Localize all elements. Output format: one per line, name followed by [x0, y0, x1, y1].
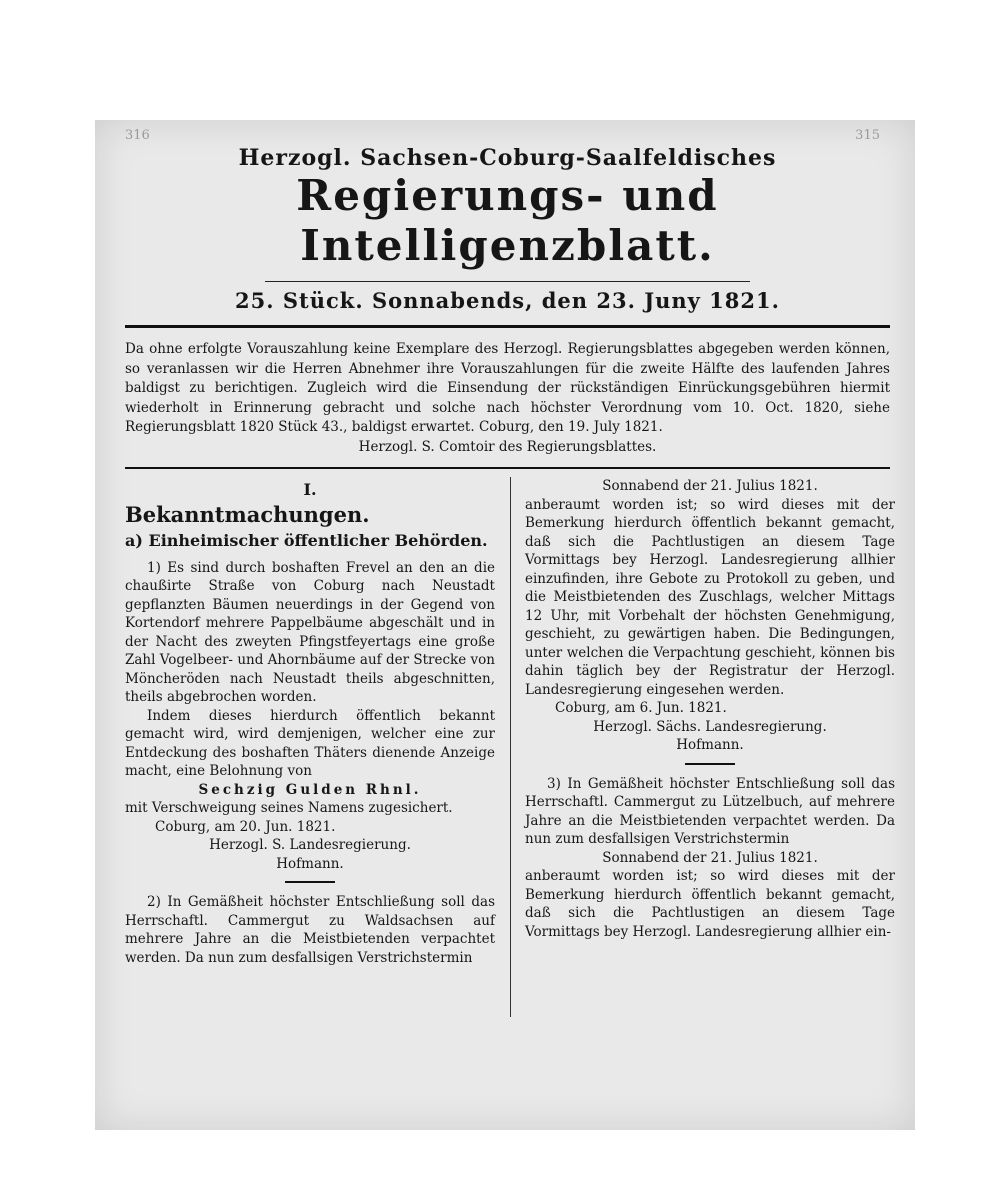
item1-paragraph-2: Indem dieses hierdurch öffentlich bekannt gemacht wird, wird demjenigen, welcher eine zur Entdeckung des boshaften Thäters dienende Anzeige macht, eine Belohnung von: [125, 707, 495, 779]
item-separator: [285, 881, 335, 883]
item1-date: Coburg, am 20. Jun. 1821.: [155, 818, 336, 835]
item3-paragraph: 3) In Gemäßheit höchster Entschließung soll das Herrschaftl. Cammergut zu Lützelbuch, auf mehrere Jahre an die Meistbietenden verpachtet werden. Da nun zum desfallsigen Verstrichstermin: [525, 775, 895, 847]
notice-text: Da ohne erfolgte Vorauszahlung keine Exemplare des Herzogl. Regierungsblattes abgegeben werden können, so veranlassen wir die Herren Abnehmer ihre Vorauszahlungen für die zweite Hälfte des laufenden Jahres baldigst zu berichtigen. Zugleich wird die Einsendung der rückständigen Einrückungsgebühren hiermit wiederholt in Erinnerung gebracht und solche nach höchster Verordnung vom 10. Oct. 1820, siehe Regierungsblatt 1820 Stück 43., baldigst erwartet. Coburg, den 19. July 1821.: [125, 341, 890, 435]
newspaper-page: [95, 120, 915, 1130]
item-separator: [685, 763, 735, 765]
notice-rule: [125, 467, 890, 469]
notice-signature: Herzogl. S. Comtoir des Regierungsblattes.: [358, 438, 657, 455]
item2-date: Coburg, am 6. Jun. 1821.: [555, 700, 727, 716]
item2-signer: Hofmann.: [676, 737, 744, 753]
auction-date-heading-2: Sonnabend der 21. Julius 1821.: [602, 849, 818, 866]
item1-authority: Herzogl. S. Landesregierung.: [209, 837, 411, 853]
masthead-subtitle: Herzogl. Sachsen-Coburg-Saalfeldisches: [238, 145, 777, 171]
subsection-heading: a) Einheimischer öffentlicher Behörden.: [125, 531, 488, 550]
item2-continuation: anberaumt worden ist; so wird dieses mit der Bemerkung hierdurch öffentlich bekannt gemacht, daß sich die Pachtlustigen an diesem Tage Vormittags bey Herzogl. Landesregierung allhier einzufinden, ihre Gebote zu Protokoll zu geben, und die Meistbietenden des Zuschlags, welcher Mittags 12 Uhr, mit Vorbehalt der höchsten Genehmigung, geschieht, zu gewärtigen haben. Die Bedingungen, unter welchen die Verpachtung geschieht, können bis dahin täglich bey der Registratur der Herzogl. Landesregierung eingesehen werden.: [525, 496, 895, 698]
column-divider: [510, 477, 511, 1017]
item1-signer: Hofmann.: [276, 855, 344, 872]
page-content: [125, 140, 895, 1037]
issue-line: 25. Stück. Sonnabends, den 23. Juny 1821.: [235, 288, 780, 313]
page-number-right: 315: [855, 128, 880, 143]
reward-amount: Sechzig Gulden Rhnl.: [198, 781, 422, 798]
header-rule: [125, 325, 890, 328]
masthead-rule: [265, 281, 750, 282]
right-column: [525, 477, 895, 941]
item3-continuation: anberaumt worden ist; so wird dieses mit der Bemerkung hierdurch öffentlich bekannt gemacht, daß sich die Pachtlustigen an diesem Tage Vormittags bey Herzogl. Landesregierung allhier ein-: [525, 868, 895, 940]
reward-continuation: mit Verschweigung seines Namens zugesichert.: [125, 800, 453, 816]
subscription-notice: [125, 340, 890, 457]
item2-paragraph: 2) In Gemäßheit höchster Entschließung soll das Herrschaftl. Cammergut zu Waldsachsen auf mehrere Jahre an die Meistbietenden verpachtet werden. Da nun zum desfallsigen Verstrichstermin: [125, 894, 495, 966]
two-column-body: [125, 477, 895, 1037]
section-heading: Bekanntmachungen.: [125, 501, 370, 527]
section-number: I.: [303, 480, 317, 499]
auction-date-heading: Sonnabend der 21. Julius 1821.: [602, 478, 818, 494]
item2-authority: Herzogl. Sächs. Landesregierung.: [593, 718, 827, 735]
item1-paragraph: 1) Es sind durch boshaften Frevel an den an die chaußirte Straße von Coburg nach Neustadt gepflanzten Bäumen neuerdings in der Gegend von Kortendorf mehrere Pappelbäume abgeschält und in der Nacht des zweyten Pfingstfeyertags eine große Zahl Vogelbeer- und Ahornbäume auf der Strecke von Möncheröden nach Neustadt theils abgeschnitten, theils abgebrochen worden.: [125, 559, 495, 705]
masthead-title: Regierungs- und Intelligenzblatt.: [296, 171, 719, 270]
left-column: [125, 477, 495, 967]
page-number-left: 316: [125, 128, 150, 143]
